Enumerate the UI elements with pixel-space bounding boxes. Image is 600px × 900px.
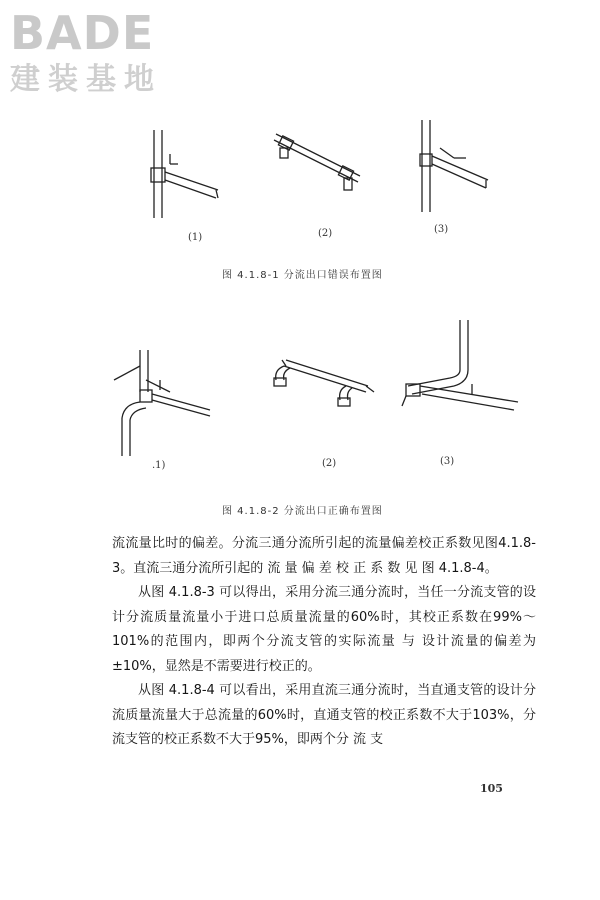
- watermark-logo: [8, 6, 178, 106]
- figure-2-drawings: [110, 320, 530, 460]
- fig1-sketch-1: [151, 130, 218, 218]
- fig2-sketch-1: [114, 350, 210, 456]
- page-number: 105: [480, 782, 503, 795]
- body-text: [112, 532, 536, 753]
- figure-2-caption: 图 4.1.8-2 分流出口正确布置图: [222, 506, 383, 517]
- figure-1-drawings: [140, 120, 500, 240]
- fig1-label-1: (1): [188, 232, 203, 243]
- fig2-label-1: .1): [152, 460, 166, 471]
- fig2-label-2: (2): [322, 458, 337, 469]
- fig1-sketch-2: [274, 134, 360, 190]
- fig1-label-2: (2): [318, 228, 333, 239]
- paragraph-2: 从图 4.1.8-3 可以得出，采用分流三通分流时，当任一分流支管的设计分流质量流量小于进口总质量流量的60%时，其校正系数在99%～101%的范围内，即两个分流支管的实际流量 与 设计流量的偏差为±10%，显然是不需要进行校正的。: [112, 585, 536, 674]
- fig2-sketch-3: [402, 320, 518, 410]
- paragraph-3: 从图 4.1.8-4 可以看出，采用直流三通分流时，当直通支管的设计分流质量流量大于总流量的60%时，直通支管的校正系数不大于103%，分流支管的校正系数不大于95%，即两个分 流 支: [112, 683, 536, 747]
- figure-1-caption: 图 4.1.8-1 分流出口错误布置图: [222, 270, 383, 281]
- figure-1: [140, 120, 500, 270]
- paragraph-1: 流流量比时的偏差。分流三通分流所引起的流量偏差校正系数见图4.1.8-3。直流三通分流所引起的 流 量 偏 差 校 正 系 数 见 图 4.1.8-4。: [112, 536, 536, 576]
- fig1-sketch-3: [420, 120, 488, 212]
- watermark-brand: BADE: [10, 6, 155, 60]
- fig2-label-3: (3): [440, 456, 455, 467]
- figure-2: [110, 320, 530, 480]
- fig2-sketch-2: [274, 360, 374, 406]
- fig1-label-3: (3): [434, 224, 449, 235]
- watermark-chinese: 建装基地: [10, 62, 162, 97]
